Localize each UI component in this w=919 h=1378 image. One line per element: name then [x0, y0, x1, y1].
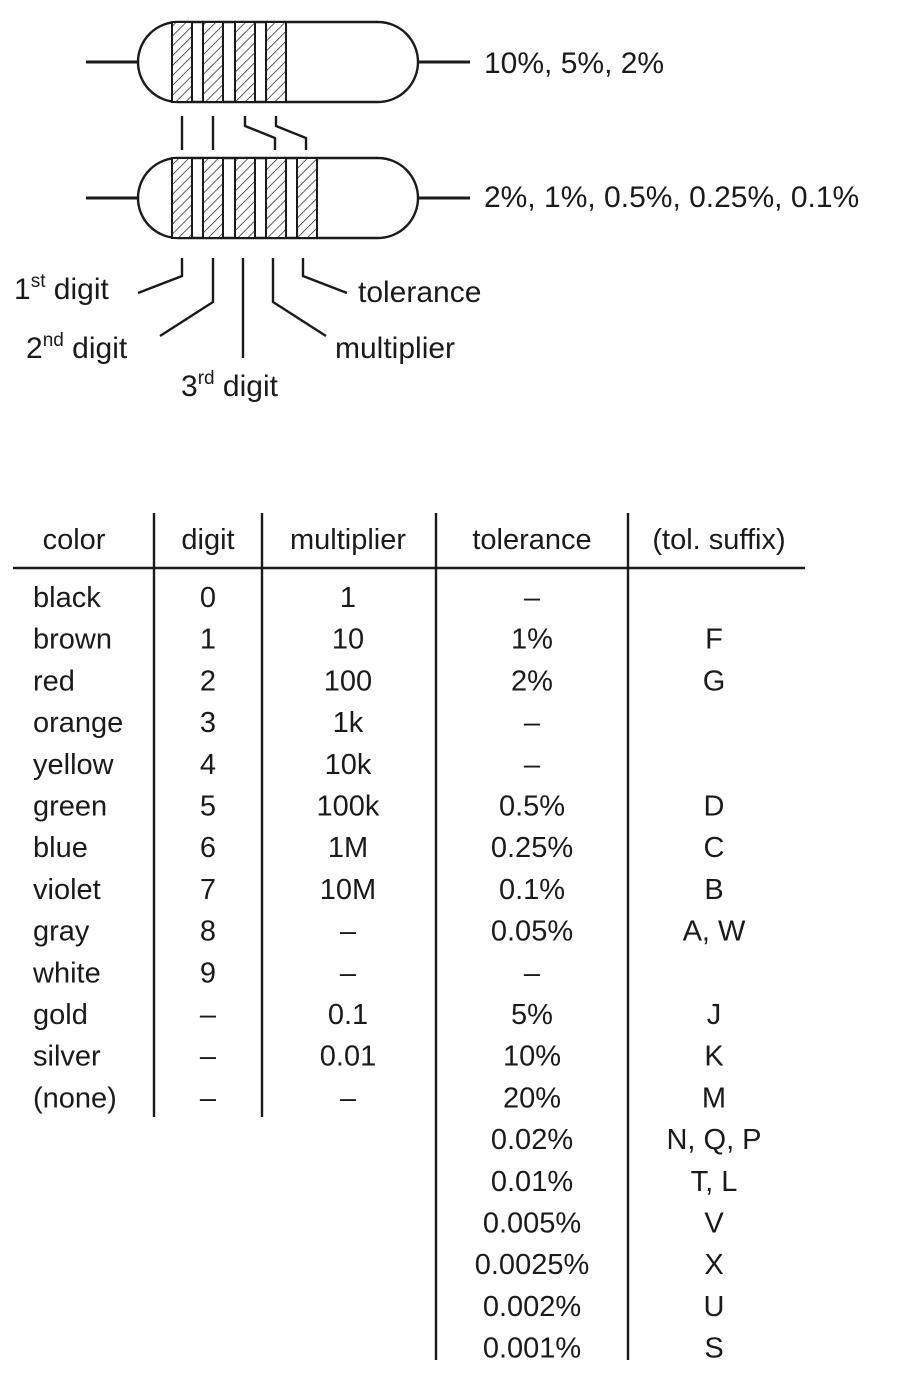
cell-tol-suffix: G [702, 665, 726, 698]
cell-tolerance: 0.0025% [474, 1249, 590, 1282]
cell-tolerance: 0.005% [482, 1207, 582, 1240]
resistor-bottom [86, 158, 859, 238]
cell-tolerance: 0.1% [498, 873, 566, 906]
second-digit-leader [160, 258, 213, 336]
cell-digit: 5 [199, 790, 217, 823]
multiplier-leader [273, 258, 326, 336]
cell-tolerance: 0.02% [490, 1124, 574, 1157]
cell-tolerance: 1% [511, 623, 553, 656]
cell-color: silver [33, 1040, 101, 1073]
cell-digit: – [199, 1082, 217, 1115]
cell-tolerance: 0.01% [490, 1165, 574, 1198]
cell-color: blue [33, 832, 88, 865]
resistor-top-band-2 [203, 22, 223, 102]
cell-multiplier: 1k [332, 707, 364, 740]
cell-tol-suffix: B [704, 873, 724, 906]
cell-tol-suffix: N, Q, P [666, 1124, 762, 1157]
cell-color: (none) [33, 1082, 117, 1115]
cell-tolerance: 10% [502, 1040, 562, 1073]
cell-multiplier: – [339, 957, 357, 990]
cell-digit: 6 [199, 832, 217, 865]
resistor-bottom-tolerance-label: 2%, 1%, 0.5%, 0.25%, 0.1% [484, 181, 860, 214]
cell-tolerance: – [523, 748, 541, 781]
cell-digit: – [199, 999, 217, 1031]
cell-tol-suffix: M [701, 1082, 727, 1115]
cell-tol-suffix: C [703, 832, 725, 865]
cell-digit: 4 [199, 748, 217, 781]
cell-tol-suffix: J [706, 999, 722, 1031]
cell-tolerance: 5% [511, 999, 553, 1031]
cell-tol-suffix: T, L [690, 1165, 738, 1198]
cell-color: red [33, 665, 75, 698]
cell-multiplier: – [339, 1082, 357, 1115]
cell-multiplier: 0.1 [327, 999, 369, 1031]
cell-tolerance: 0.05% [490, 915, 574, 948]
tolerance-leader [303, 258, 347, 293]
cell-color: violet [33, 873, 101, 906]
cell-multiplier: 1 [339, 582, 357, 614]
cell-multiplier: 10 [331, 623, 365, 656]
callout-leaders [138, 258, 347, 358]
resistor-top-tolerance-label: 10%, 5%, 2% [484, 47, 665, 80]
cell-tol-suffix: K [704, 1040, 724, 1073]
color-code-table [13, 513, 805, 1365]
resistor-top [86, 22, 664, 102]
first-digit-leader [138, 258, 182, 293]
cell-tol-suffix: F [705, 623, 723, 656]
cell-multiplier: – [339, 915, 357, 948]
header-tolerance: tolerance [472, 524, 592, 556]
cell-color: black [33, 582, 101, 614]
cell-digit: – [199, 1040, 217, 1073]
header-multiplier: multiplier [289, 524, 407, 556]
cell-digit: 3 [199, 707, 217, 740]
cell-tolerance: 20% [502, 1082, 562, 1115]
cell-tol-suffix: V [704, 1207, 724, 1240]
cell-color: green [33, 790, 108, 823]
cell-digit: 1 [199, 623, 217, 656]
cell-color: brown [33, 623, 112, 656]
cell-tolerance: 0.25% [490, 832, 574, 865]
resistor-bottom-band-3 [235, 158, 255, 238]
multiplier-label: multiplier [335, 332, 456, 365]
first-digit-label: 1st digit [14, 271, 109, 306]
cell-digit: 8 [199, 915, 217, 948]
cell-multiplier: 10k [324, 748, 372, 781]
cell-color: yellow [33, 748, 114, 781]
cell-multiplier: 0.01 [319, 1040, 377, 1073]
cell-multiplier: 100 [323, 665, 373, 698]
resistor-bottom-band-2 [203, 158, 223, 238]
cell-tolerance: 0.5% [498, 790, 566, 823]
cell-color: white [33, 957, 101, 990]
cell-tol-suffix: X [704, 1249, 724, 1282]
cell-tolerance: – [523, 957, 541, 990]
tolerance-label: tolerance [358, 276, 482, 309]
cell-multiplier: 100k [316, 790, 380, 823]
cell-tolerance: 2% [511, 665, 553, 698]
cell-tol-suffix: U [703, 1290, 725, 1323]
resistor-top-band-4 [266, 22, 286, 102]
resistor-top-band-3 [235, 22, 255, 102]
resistor-bottom-band-1 [172, 158, 192, 238]
cell-color: gray [33, 915, 90, 948]
resistor-bottom-band-5 [297, 158, 317, 238]
cell-multiplier: 10M [319, 873, 377, 906]
resistor-bottom-band-4 [266, 158, 286, 238]
cell-multiplier: 1M [327, 832, 369, 865]
second-digit-label: 2nd digit [26, 330, 128, 365]
cell-tolerance: – [523, 707, 541, 740]
cell-tol-suffix: S [704, 1332, 724, 1365]
header-tol-suffix: (tol. suffix) [652, 524, 786, 556]
third-digit-label: 3rd digit [181, 368, 278, 403]
header-color: color [42, 524, 106, 556]
cell-tol-suffix: A, W [682, 915, 746, 948]
cell-tol-suffix: D [703, 790, 725, 823]
cell-tolerance: 0.001% [482, 1332, 582, 1365]
cell-digit: 0 [199, 582, 217, 614]
cell-color: gold [33, 999, 88, 1031]
cell-tolerance: 0.002% [482, 1290, 582, 1323]
cell-digit: 7 [199, 873, 217, 906]
resistor-top-band-1 [172, 22, 192, 102]
cell-color: orange [33, 707, 124, 740]
cell-digit: 2 [199, 665, 217, 698]
band-correspondence-lines [182, 116, 306, 150]
header-digit: digit [181, 524, 235, 556]
cell-digit: 9 [199, 957, 217, 990]
cell-tolerance: – [523, 582, 541, 614]
